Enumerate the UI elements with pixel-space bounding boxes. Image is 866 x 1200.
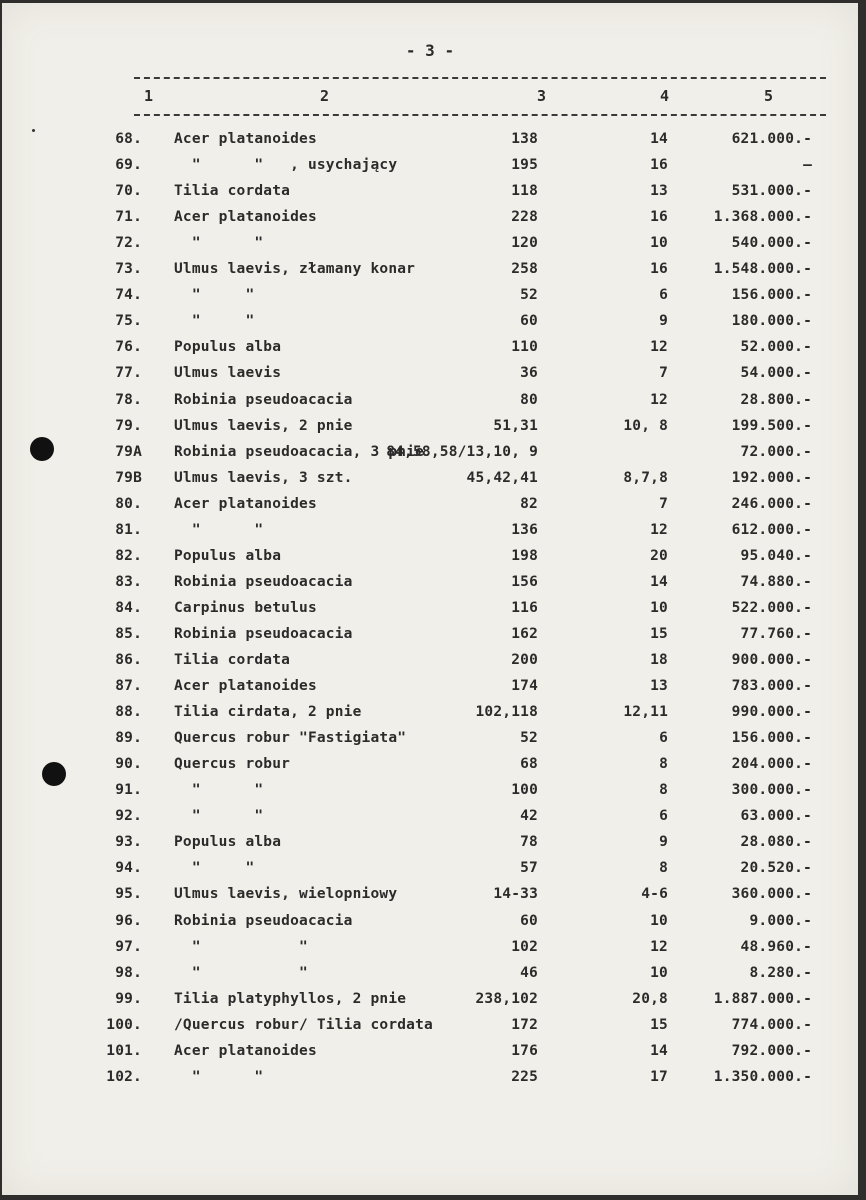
column-header-2: 2	[320, 87, 330, 105]
row-number: 69.	[115, 157, 142, 174]
column-5-value: 522.000.-	[731, 599, 812, 616]
column-5-value: 192.000.-	[731, 469, 812, 486]
column-3-value: 238,102	[475, 990, 538, 1007]
tree-species: " "	[174, 313, 255, 330]
row-number: 68.	[115, 131, 142, 147]
column-3-value: 82	[520, 495, 538, 512]
column-4-value: 9	[659, 313, 668, 330]
column-3-value: 195	[511, 157, 538, 174]
column-3-value: 46	[520, 964, 538, 981]
row-number: 77.	[115, 365, 142, 382]
table-row	[2, 572, 858, 592]
column-5-value: 990.000.-	[731, 704, 812, 721]
tree-species: Populus alba	[174, 834, 282, 851]
tree-species: Acer platanoides	[174, 209, 317, 226]
row-number: 92.	[115, 808, 142, 825]
column-4-value: 7	[659, 365, 668, 382]
table-row	[2, 624, 858, 644]
column-5-value: 1.887.000.-	[713, 990, 812, 1007]
tree-species: Acer platanoides	[174, 678, 317, 695]
tree-species: Acer platanoides	[174, 1042, 317, 1059]
column-5-value: 28.800.-	[740, 391, 812, 408]
row-number: 82.	[115, 547, 142, 564]
column-3-value: 78	[520, 834, 538, 851]
table-row	[2, 754, 858, 774]
column-3-value: 174	[511, 678, 538, 695]
tree-species: " "	[174, 808, 264, 825]
row-number: 99.	[115, 990, 142, 1007]
column-5-value: 180.000.-	[731, 313, 812, 330]
column-4-value: 14	[650, 1042, 668, 1059]
column-3-value: 200	[511, 652, 538, 668]
column-3-value: 60	[520, 912, 538, 929]
column-3-value: 51,31	[493, 417, 538, 434]
table-row	[2, 963, 858, 983]
tree-species: " " , usychający	[174, 157, 398, 174]
tree-species: Ulmus laevis, 2 pnie	[174, 417, 353, 434]
tree-species: Robinia pseudoacacia	[174, 912, 353, 929]
column-5-value: 246.000.-	[731, 495, 812, 512]
tree-species: Robinia pseudoacacia	[174, 625, 353, 642]
column-3-value: 68	[520, 756, 538, 773]
column-4-value: 17	[650, 1068, 668, 1085]
row-number: 85.	[115, 625, 142, 642]
column-4-value: 16	[650, 157, 668, 174]
tree-species: " "	[174, 521, 264, 538]
table-row	[2, 1041, 858, 1061]
column-4-value: 15	[650, 625, 668, 642]
column-5-value: 300.000.-	[731, 782, 812, 799]
row-number: 89.	[115, 730, 142, 747]
paper-speck	[32, 129, 35, 132]
column-3-value: 116	[511, 599, 538, 616]
row-number: 74.	[115, 287, 142, 304]
column-5-value: 95.040.-	[740, 547, 812, 564]
table-row	[2, 363, 858, 383]
column-4-value: 18	[650, 652, 668, 668]
row-number: 71.	[115, 209, 142, 226]
tree-species: " "	[174, 1068, 264, 1085]
column-5-value: 9.000.-	[749, 912, 812, 929]
row-number: 79.	[115, 417, 142, 434]
table-row	[2, 494, 858, 514]
table-row	[2, 468, 858, 488]
table-row	[2, 806, 858, 826]
table-row	[2, 520, 858, 540]
column-5-value: 8.280.-	[749, 964, 812, 981]
table-row	[2, 858, 858, 878]
tree-species: Carpinus betulus	[174, 599, 317, 616]
column-5-value: —	[803, 157, 812, 174]
column-5-value: 1.548.000.-	[713, 261, 812, 278]
column-4-value: 6	[659, 287, 668, 304]
column-4-value: 14	[650, 131, 668, 147]
column-4-value: 12,11	[623, 704, 668, 721]
column-4-value: 10	[650, 235, 668, 252]
column-4-value: 12	[650, 521, 668, 538]
table-row	[2, 989, 858, 1009]
row-number: 98.	[115, 964, 142, 981]
column-header-1: 1	[144, 87, 154, 105]
column-5-value: 20.520.-	[740, 860, 812, 877]
table-row	[2, 155, 858, 175]
tree-species: " "	[174, 235, 264, 252]
table-row	[2, 259, 858, 279]
table-row	[2, 1067, 858, 1087]
row-number: 81.	[115, 521, 142, 538]
row-number: 87.	[115, 678, 142, 695]
row-number: 73.	[115, 261, 142, 278]
table-row	[2, 181, 858, 201]
column-5-value: 783.000.-	[731, 678, 812, 695]
tree-species: Tilia cordata	[174, 183, 291, 200]
column-5-value: 74.880.-	[740, 573, 812, 590]
column-3-value: 42	[520, 808, 538, 825]
column-3-value: 162	[511, 625, 538, 642]
column-4-value: 8	[659, 782, 668, 799]
column-5-value: 621.000.-	[731, 131, 812, 147]
column-4-value: 12	[650, 339, 668, 356]
row-number: 96.	[115, 912, 142, 929]
column-4-value: 8	[659, 756, 668, 773]
row-number: 88.	[115, 704, 142, 721]
table-row	[2, 311, 858, 331]
tree-species: Robinia pseudoacacia, 3 pnie	[174, 443, 425, 460]
table-row	[2, 650, 858, 670]
table-row	[2, 442, 858, 462]
column-3-value: 36	[520, 365, 538, 382]
tree-species: Tilia platyphyllos, 2 pnie	[174, 990, 407, 1007]
row-number: 100.	[106, 1016, 142, 1033]
column-5-value: 72.000.-	[740, 443, 812, 460]
column-4-value: 12	[650, 938, 668, 955]
column-3-value: 138	[511, 131, 538, 147]
column-3-value: 57	[520, 860, 538, 877]
column-4-value: 10, 8	[623, 417, 668, 434]
column-3-value: 225	[511, 1068, 538, 1085]
column-5-value: 360.000.-	[731, 886, 812, 903]
column-4-value: 9	[659, 834, 668, 851]
table-row	[2, 337, 858, 357]
tree-species: Ulmus laevis, wielopniowy	[174, 886, 398, 903]
column-3-value: 84,58,58/13,10, 9	[386, 443, 538, 460]
table-row	[2, 832, 858, 852]
column-3-value: 136	[511, 521, 538, 538]
row-number: 101.	[106, 1042, 142, 1059]
column-5-value: 900.000.-	[731, 652, 812, 668]
header-top-rule	[134, 77, 826, 79]
column-4-value: 10	[650, 912, 668, 929]
tree-species: " "	[174, 964, 308, 981]
table-row	[2, 728, 858, 748]
column-3-value: 176	[511, 1042, 538, 1059]
tree-species: Populus alba	[174, 339, 282, 356]
row-number: 90.	[115, 756, 142, 773]
tree-species: Ulmus laevis, 3 szt.	[174, 469, 353, 486]
column-3-value: 156	[511, 573, 538, 590]
column-5-value: 199.500.-	[731, 417, 812, 434]
tree-species: " "	[174, 860, 255, 877]
column-4-value: 6	[659, 808, 668, 825]
tree-species: " "	[174, 938, 308, 955]
column-3-value: 120	[511, 235, 538, 252]
column-4-value: 20	[650, 547, 668, 564]
row-number: 80.	[115, 495, 142, 512]
column-4-value: 8,7,8	[623, 469, 668, 486]
tree-species: " "	[174, 287, 255, 304]
column-5-value: 28.080.-	[740, 834, 812, 851]
tree-species: Tilia cordata	[174, 652, 291, 668]
column-5-value: 52.000.-	[740, 339, 812, 356]
table-row	[2, 937, 858, 957]
tree-species: Tilia cirdata, 2 pnie	[174, 704, 362, 721]
row-number: 70.	[115, 183, 142, 200]
row-number: 75.	[115, 313, 142, 330]
row-number: 97.	[115, 938, 142, 955]
tree-species: Populus alba	[174, 547, 282, 564]
column-5-value: 1.350.000.-	[713, 1068, 812, 1085]
tree-species: Acer platanoides	[174, 495, 317, 512]
tree-species: Ulmus laevis	[174, 365, 282, 382]
table-row	[2, 598, 858, 618]
column-4-value: 12	[650, 391, 668, 408]
column-4-value: 16	[650, 209, 668, 226]
table-row	[2, 702, 858, 722]
column-3-value: 100	[511, 782, 538, 799]
column-5-value: 156.000.-	[731, 287, 812, 304]
column-5-value: 63.000.-	[740, 808, 812, 825]
column-3-value: 118	[511, 183, 538, 200]
row-number: 78.	[115, 391, 142, 408]
row-number: 79A	[115, 443, 142, 460]
tree-species: Acer platanoides	[174, 131, 317, 147]
column-4-value: 6	[659, 730, 668, 747]
column-5-value: 48.960.-	[740, 938, 812, 955]
tree-species: Robinia pseudoacacia	[174, 391, 353, 408]
column-5-value: 1.368.000.-	[713, 209, 812, 226]
column-3-value: 110	[511, 339, 538, 356]
table-row	[2, 1015, 858, 1035]
column-3-value: 52	[520, 730, 538, 747]
tree-species: Ulmus laevis, złamany konar	[174, 261, 416, 278]
table-row	[2, 884, 858, 904]
column-5-value: 612.000.-	[731, 521, 812, 538]
column-4-value: 15	[650, 1016, 668, 1033]
table-row	[2, 676, 858, 696]
column-5-value: 54.000.-	[740, 365, 812, 382]
column-4-value: 16	[650, 261, 668, 278]
column-3-value: 102	[511, 938, 538, 955]
document-page	[2, 3, 858, 1195]
tree-species: " "	[174, 782, 264, 799]
tree-species: Quercus robur "Fastigiata"	[174, 730, 407, 747]
column-5-value: 540.000.-	[731, 235, 812, 252]
column-3-value: 14-33	[493, 886, 538, 903]
table-row	[2, 780, 858, 800]
column-5-value: 531.000.-	[731, 183, 812, 200]
row-number: 84.	[115, 599, 142, 616]
tree-species: Quercus robur	[174, 756, 291, 773]
column-4-value: 10	[650, 964, 668, 981]
row-number: 93.	[115, 834, 142, 851]
row-number: 83.	[115, 573, 142, 590]
column-3-value: 60	[520, 313, 538, 330]
column-4-value: 4-6	[641, 886, 668, 903]
column-5-value: 156.000.-	[731, 730, 812, 747]
column-3-value: 258	[511, 261, 538, 278]
row-number: 102.	[106, 1068, 142, 1085]
row-number: 86.	[115, 652, 142, 668]
column-3-value: 102,118	[475, 704, 538, 721]
column-5-value: 77.760.-	[740, 625, 812, 642]
table-row	[2, 129, 858, 149]
column-3-value: 172	[511, 1016, 538, 1033]
row-number: 76.	[115, 339, 142, 356]
column-3-value: 228	[511, 209, 538, 226]
column-5-value: 774.000.-	[731, 1016, 812, 1033]
table-row	[2, 911, 858, 931]
column-3-value: 80	[520, 391, 538, 408]
column-3-value: 198	[511, 547, 538, 564]
column-header-5: 5	[764, 87, 774, 105]
column-5-value: 792.000.-	[731, 1042, 812, 1059]
header-bottom-rule	[134, 114, 826, 116]
column-4-value: 20,8	[632, 990, 668, 1007]
column-3-value: 45,42,41	[466, 469, 538, 486]
column-4-value: 8	[659, 860, 668, 877]
table-row	[2, 285, 858, 305]
page-number: - 3 -	[405, 41, 455, 60]
column-5-value: 204.000.-	[731, 756, 812, 773]
column-3-value: 52	[520, 287, 538, 304]
tree-species: Robinia pseudoacacia	[174, 573, 353, 590]
table-row	[2, 546, 858, 566]
column-header-3: 3	[537, 87, 547, 105]
table-row	[2, 233, 858, 253]
row-number: 72.	[115, 235, 142, 252]
column-header-4: 4	[660, 87, 670, 105]
column-4-value: 10	[650, 599, 668, 616]
column-4-value: 13	[650, 678, 668, 695]
table-row	[2, 390, 858, 410]
punch-hole-top	[30, 437, 54, 461]
row-number: 79B	[115, 469, 142, 486]
row-number: 94.	[115, 860, 142, 877]
column-4-value: 14	[650, 573, 668, 590]
punch-hole-bottom	[42, 762, 66, 786]
table-row	[2, 416, 858, 436]
table-row	[2, 207, 858, 227]
row-number: 95.	[115, 886, 142, 903]
column-4-value: 13	[650, 183, 668, 200]
tree-species: /Quercus robur/ Tilia cordata	[174, 1016, 433, 1033]
row-number: 91.	[115, 782, 142, 799]
column-4-value: 7	[659, 495, 668, 512]
